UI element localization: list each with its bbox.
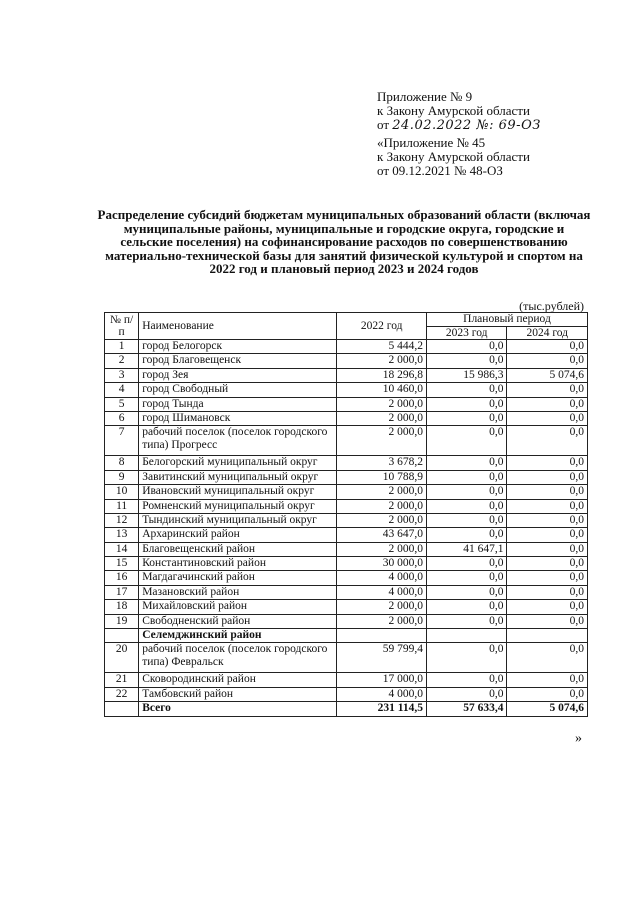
header-name: Наименование bbox=[139, 313, 337, 340]
subsidy-table bbox=[104, 312, 588, 717]
row-2022: 17 000,0 bbox=[337, 673, 427, 687]
appendix-date-line bbox=[377, 118, 541, 133]
row-2024: 0,0 bbox=[507, 426, 588, 456]
row-2023: 0,0 bbox=[426, 340, 507, 354]
row-name: Магдагачинский район bbox=[139, 571, 337, 585]
row-num: 13 bbox=[105, 528, 139, 542]
row-num: 15 bbox=[105, 557, 139, 571]
row-2024: 0,0 bbox=[507, 383, 588, 397]
row-num: 10 bbox=[105, 485, 139, 499]
header-2024: 2024 год bbox=[507, 326, 588, 340]
header-2022: 2022 год bbox=[337, 313, 427, 340]
row-2024: 0,0 bbox=[507, 485, 588, 499]
row-name: рабочий поселок (поселок городского типа) Прогресс bbox=[139, 426, 337, 456]
row-2023: 0,0 bbox=[426, 571, 507, 585]
row-2022: 5 444,2 bbox=[337, 340, 427, 354]
row-2024: 0,0 bbox=[507, 354, 588, 368]
row-2022: 2 000,0 bbox=[337, 397, 427, 411]
row-2024: 0,0 bbox=[507, 614, 588, 628]
row-2023: 0,0 bbox=[426, 673, 507, 687]
table-total bbox=[105, 702, 588, 716]
row-2024: 0,0 bbox=[507, 585, 588, 599]
total-2023: 57 633,4 bbox=[426, 702, 507, 716]
row-num: 18 bbox=[105, 600, 139, 614]
table-row bbox=[105, 383, 588, 397]
row-2022: 59 799,4 bbox=[337, 643, 427, 673]
row-name: Свободненский район bbox=[139, 614, 337, 628]
subheader-empty-2022 bbox=[337, 629, 427, 643]
table-row bbox=[105, 426, 588, 456]
row-2024: 0,0 bbox=[507, 411, 588, 425]
row-num: 12 bbox=[105, 513, 139, 527]
previous-appendix-law: к Закону Амурской области bbox=[377, 149, 530, 164]
row-name: город Тында bbox=[139, 397, 337, 411]
row-2023: 0,0 bbox=[426, 687, 507, 701]
row-2022: 3 678,2 bbox=[337, 456, 427, 470]
table-row bbox=[105, 470, 588, 484]
row-name: город Белогорск bbox=[139, 340, 337, 354]
row-num: 1 bbox=[105, 340, 139, 354]
row-2024: 0,0 bbox=[507, 513, 588, 527]
row-2024: 0,0 bbox=[507, 456, 588, 470]
row-2022: 43 647,0 bbox=[337, 528, 427, 542]
table-subsection bbox=[105, 629, 588, 643]
row-num: 3 bbox=[105, 368, 139, 382]
row-2022: 4 000,0 bbox=[337, 571, 427, 585]
row-2023: 0,0 bbox=[426, 585, 507, 599]
row-2024: 0,0 bbox=[507, 600, 588, 614]
previous-appendix-date: от 09.12.2021 № 48-ОЗ bbox=[377, 163, 503, 178]
table-body bbox=[105, 340, 588, 629]
row-2022: 2 000,0 bbox=[337, 600, 427, 614]
document-title: Распределение субсидий бюджетам муниципальных образований области (включая муниципальные районы, муниципальные и городские округа, городские и сельские поселения) на софинансирование расходов по совершенствованию материально-технической базы для занятий физической культурой и спортом на 2022 год и плановый период 2023 и 2024 годов bbox=[97, 207, 591, 276]
row-name: Благовещенский район bbox=[139, 542, 337, 556]
previous-appendix-header bbox=[377, 136, 530, 178]
previous-appendix-number: «Приложение № 45 bbox=[377, 135, 486, 150]
row-2023: 0,0 bbox=[426, 499, 507, 513]
row-name: Архаринский район bbox=[139, 528, 337, 542]
appendix-number: Приложение № 9 bbox=[377, 89, 473, 104]
closing-quote: » bbox=[575, 731, 582, 746]
row-2022: 4 000,0 bbox=[337, 687, 427, 701]
subheader-name: Селемджинский район bbox=[139, 629, 337, 643]
row-2022: 2 000,0 bbox=[337, 614, 427, 628]
table-row bbox=[105, 513, 588, 527]
row-2023: 0,0 bbox=[426, 397, 507, 411]
row-2023: 41 647,1 bbox=[426, 542, 507, 556]
row-num: 7 bbox=[105, 426, 139, 456]
row-2024: 0,0 bbox=[507, 571, 588, 585]
table-row bbox=[105, 499, 588, 513]
row-2022: 2 000,0 bbox=[337, 513, 427, 527]
row-2022: 18 296,8 bbox=[337, 368, 427, 382]
header-num: № п/п bbox=[105, 313, 139, 340]
row-num: 4 bbox=[105, 383, 139, 397]
row-2024: 0,0 bbox=[507, 340, 588, 354]
row-2024: 0,0 bbox=[507, 673, 588, 687]
table-row bbox=[105, 354, 588, 368]
row-2023: 0,0 bbox=[426, 485, 507, 499]
row-num: 2 bbox=[105, 354, 139, 368]
handwritten-date-number: 24.02.2022 №: 69-ОЗ bbox=[392, 118, 541, 133]
total-num-cell bbox=[105, 702, 139, 716]
table-row bbox=[105, 368, 588, 382]
row-name: Ивановский муниципальный округ bbox=[139, 485, 337, 499]
table-row bbox=[105, 340, 588, 354]
unit-label: (тыс.рублей) bbox=[519, 299, 584, 313]
table-row bbox=[105, 557, 588, 571]
total-row bbox=[105, 702, 588, 716]
row-2022: 30 000,0 bbox=[337, 557, 427, 571]
appendix-date-prefix: от bbox=[377, 117, 390, 132]
row-num: 22 bbox=[105, 687, 139, 701]
row-name: город Шимановск bbox=[139, 411, 337, 425]
row-2022: 10 788,9 bbox=[337, 470, 427, 484]
row-name: Константиновский район bbox=[139, 557, 337, 571]
header-plan-period: Плановый период bbox=[426, 313, 587, 327]
row-2023: 0,0 bbox=[426, 456, 507, 470]
total-label: Всего bbox=[139, 702, 337, 716]
table-header-row bbox=[105, 313, 588, 327]
row-2023: 0,0 bbox=[426, 426, 507, 456]
row-name: Белогорский муниципальный округ bbox=[139, 456, 337, 470]
row-num: 5 bbox=[105, 397, 139, 411]
table-row bbox=[105, 411, 588, 425]
table-row bbox=[105, 687, 588, 701]
table-row bbox=[105, 456, 588, 470]
row-2024: 0,0 bbox=[507, 499, 588, 513]
row-2023: 0,0 bbox=[426, 528, 507, 542]
row-num: 20 bbox=[105, 643, 139, 673]
row-2022: 10 460,0 bbox=[337, 383, 427, 397]
row-2023: 0,0 bbox=[426, 383, 507, 397]
table-row bbox=[105, 571, 588, 585]
subheader-empty-2023 bbox=[426, 629, 507, 643]
row-2022: 2 000,0 bbox=[337, 426, 427, 456]
row-name: Тамбовский район bbox=[139, 687, 337, 701]
row-2022: 2 000,0 bbox=[337, 485, 427, 499]
row-num: 16 bbox=[105, 571, 139, 585]
table-row bbox=[105, 528, 588, 542]
row-num: 11 bbox=[105, 499, 139, 513]
row-2024: 0,0 bbox=[507, 557, 588, 571]
row-2023: 0,0 bbox=[426, 470, 507, 484]
table-row bbox=[105, 614, 588, 628]
row-2023: 0,0 bbox=[426, 600, 507, 614]
row-2024: 0,0 bbox=[507, 687, 588, 701]
table-body-2 bbox=[105, 643, 588, 702]
appendix-law: к Закону Амурской области bbox=[377, 103, 530, 118]
row-num: 14 bbox=[105, 542, 139, 556]
row-num: 6 bbox=[105, 411, 139, 425]
table-row bbox=[105, 485, 588, 499]
row-name: город Свободный bbox=[139, 383, 337, 397]
row-name: город Зея bbox=[139, 368, 337, 382]
header-2023: 2023 год bbox=[426, 326, 507, 340]
row-2023: 0,0 bbox=[426, 354, 507, 368]
row-2024: 0,0 bbox=[507, 643, 588, 673]
row-num: 19 bbox=[105, 614, 139, 628]
row-2024: 5 074,6 bbox=[507, 368, 588, 382]
row-2022: 2 000,0 bbox=[337, 499, 427, 513]
row-2023: 0,0 bbox=[426, 614, 507, 628]
row-num: 8 bbox=[105, 456, 139, 470]
total-2024: 5 074,6 bbox=[507, 702, 588, 716]
row-2024: 0,0 bbox=[507, 397, 588, 411]
row-2024: 0,0 bbox=[507, 528, 588, 542]
row-name: рабочий поселок (поселок городского типа) Февральск bbox=[139, 643, 337, 673]
row-2023: 0,0 bbox=[426, 411, 507, 425]
table-row bbox=[105, 643, 588, 673]
row-2022: 4 000,0 bbox=[337, 585, 427, 599]
row-num: 9 bbox=[105, 470, 139, 484]
row-2022: 2 000,0 bbox=[337, 354, 427, 368]
row-2022: 2 000,0 bbox=[337, 411, 427, 425]
row-2023: 0,0 bbox=[426, 557, 507, 571]
row-num: 21 bbox=[105, 673, 139, 687]
row-name: Михайловский район bbox=[139, 600, 337, 614]
row-2024: 0,0 bbox=[507, 470, 588, 484]
total-2022: 231 114,5 bbox=[337, 702, 427, 716]
subheader-num-cell bbox=[105, 629, 139, 643]
row-num: 17 bbox=[105, 585, 139, 599]
row-2023: 0,0 bbox=[426, 643, 507, 673]
row-2024: 0,0 bbox=[507, 542, 588, 556]
subheader-row bbox=[105, 629, 588, 643]
row-2022: 2 000,0 bbox=[337, 542, 427, 556]
row-name: Мазановский район bbox=[139, 585, 337, 599]
table-row bbox=[105, 585, 588, 599]
table-row bbox=[105, 397, 588, 411]
table-row bbox=[105, 673, 588, 687]
row-name: Сковородинский район bbox=[139, 673, 337, 687]
row-2023: 15 986,3 bbox=[426, 368, 507, 382]
appendix-header bbox=[377, 90, 541, 133]
row-name: город Благовещенск bbox=[139, 354, 337, 368]
subheader-empty-2024 bbox=[507, 629, 588, 643]
row-name: Завитинский муниципальный округ bbox=[139, 470, 337, 484]
table-row bbox=[105, 542, 588, 556]
row-name: Ромненский муниципальный округ bbox=[139, 499, 337, 513]
table-row bbox=[105, 600, 588, 614]
row-name: Тындинский муниципальный округ bbox=[139, 513, 337, 527]
row-2023: 0,0 bbox=[426, 513, 507, 527]
